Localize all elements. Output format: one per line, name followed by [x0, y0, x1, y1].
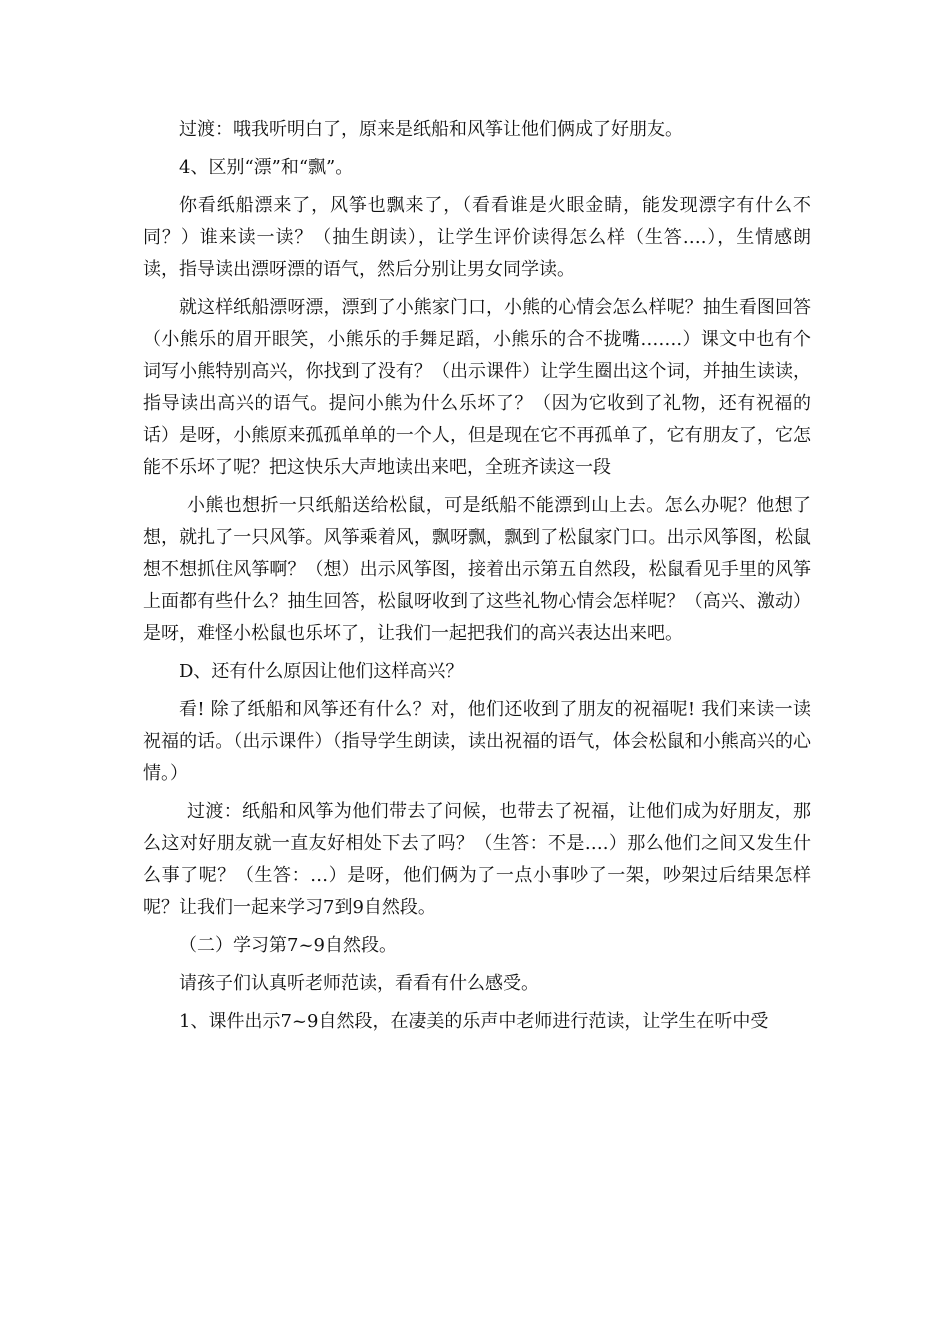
- paragraph-boat-kite-reading: 你看纸船漂来了，风筝也飘来了，（看看谁是火眼金睛，能发现漂字有什么不同？）谁来读一读？（抽生朗读），让学生评价读得怎么样（生答….），生情感朗读，指导读出漂呀漂的语气，然后分别让男女同学读。: [143, 195, 811, 280]
- paragraph-step-4-heading: 4、区别“漂”和“飘”。: [179, 157, 354, 178]
- document-page: [143, 114, 811, 1038]
- paragraph-bear-happy: 就这样纸船漂呀漂，漂到了小熊家门口，小熊的心情会怎么样呢？抽生看图回答（小熊乐的眉开眼笑，小熊乐的手舞足蹈，小熊乐的合不拢嘴…….）课文中也有个词写小熊特别高兴，你找到了没有？（出示课件）让学生圈出这个词，并抽生读读，指导读出高兴的语气。提问小熊为什么乐坏了？（因为它收到了礼物，还有祝福的话）是呀，小熊原来孤孤单单的一个人，但是现在它不再孤单了，它有朋友了，它怎能不乐坏了呢？把这快乐大声地读出来吧，全班齐读这一段: [143, 297, 811, 478]
- paragraph-listen-teacher: 请孩子们认真听老师范读，看看有什么感受。: [179, 973, 539, 994]
- paragraph-blessing-words: 看! 除了纸船和风筝还有什么？对，他们还收到了朋友的祝福呢! 我们来读一读祝福的话。（出示课件）（指导学生朗读，读出祝福的语气，体会松鼠和小熊高兴的心情。）: [143, 699, 811, 784]
- paragraph-section-2-heading: （二）学习第7~9自然段。: [179, 935, 397, 956]
- paragraph-transition-friends: 过渡：哦我听明白了，原来是纸船和风筝让他们俩成了好朋友。: [179, 119, 683, 140]
- paragraph-transition-quarrel: 过渡：纸船和风筝为他们带去了问候，也带去了祝福，让他们成为好朋友，那么这对好朋友就一直友好相处下去了吗？（生答：不是….）那么他们之间又发生什么事了呢？（生答：…）是呀，他们俩为了一点小事吵了一架，吵架过后结果怎样呢？让我们一起来学习7到9自然段。: [143, 801, 811, 918]
- paragraph-d-heading: D、还有什么原因让他们这样高兴？: [179, 661, 464, 682]
- paragraph-kite-to-squirrel: 小熊也想折一只纸船送给松鼠，可是纸船不能漂到山上去。怎么办呢？他想了想，就扎了一只风筝。风筝乘着风，飘呀飘，飘到了松鼠家门口。出示风筝图，松鼠想不想抓住风筝啊？（想）出示风筝图，接着出示第五自然段，松鼠看见手里的风筝上面都有些什么？抽生回答，松鼠呀收到了这些礼物心情会怎样呢？（高兴、激动）是呀，难怪小松鼠也乐坏了，让我们一起把我们的高兴表达出来吧。: [143, 495, 811, 644]
- paragraph-courseware-7-9: 1、课件出示7~9自然段，在凄美的乐声中老师进行范读，让学生在听中受: [179, 1011, 769, 1032]
